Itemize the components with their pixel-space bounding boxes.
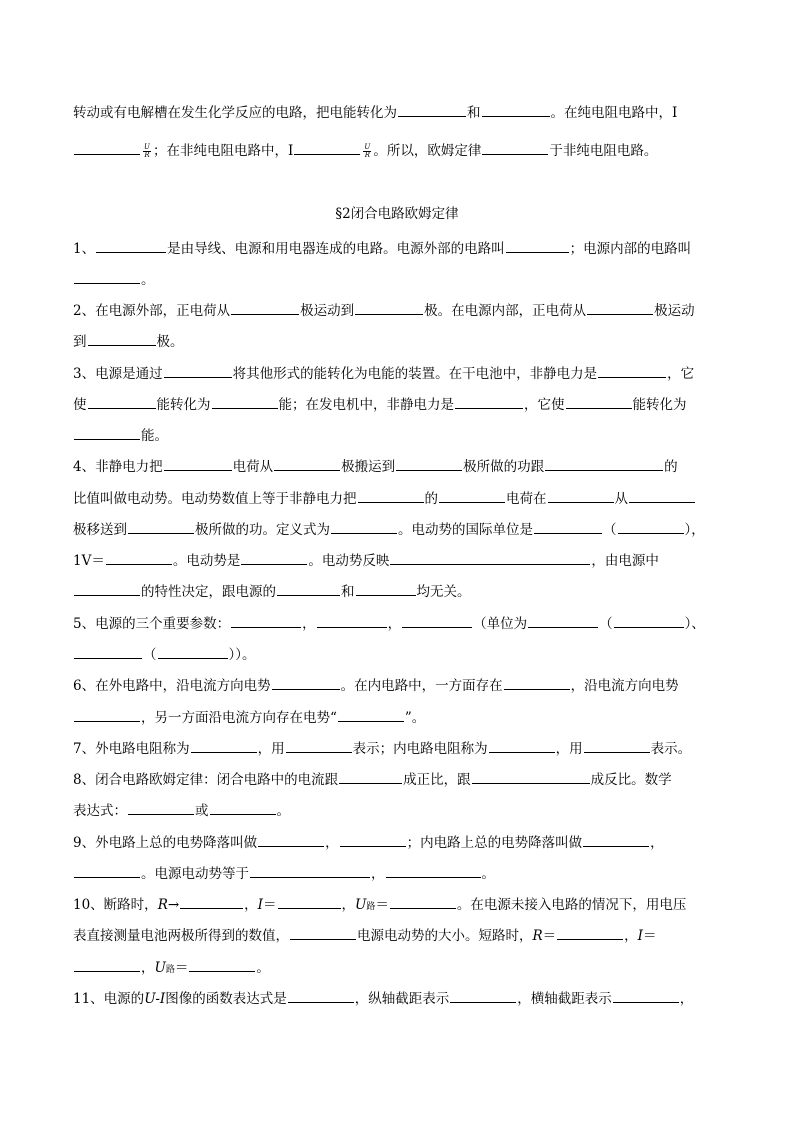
blank — [88, 332, 156, 346]
blank — [74, 645, 142, 659]
text: ， — [371, 866, 385, 882]
blank — [386, 864, 481, 878]
text: 能。 — [141, 428, 168, 444]
intro-line-2 — [73, 141, 657, 160]
blank — [390, 551, 590, 565]
q10-line-2 — [73, 926, 657, 945]
text: （ — [143, 647, 157, 663]
blank — [557, 926, 623, 940]
var-u-i: U-I — [144, 991, 166, 1007]
q9-line-1 — [73, 833, 664, 852]
text: ， — [325, 835, 339, 851]
var-r: R — [157, 897, 168, 913]
fraction-u-over-r — [143, 144, 151, 159]
section-title: §2闭合电路欧姆定律 — [335, 206, 459, 222]
text: ；内电路上总的电势降落叫做 — [406, 835, 583, 851]
text: 能转化为 — [632, 397, 687, 413]
text: 。 — [141, 272, 155, 288]
q10-line-1 — [73, 895, 686, 916]
text: 的 — [424, 491, 438, 507]
text: （ — [599, 616, 613, 632]
text: 成正比，跟 — [403, 772, 471, 788]
text: （ — [603, 522, 617, 538]
text: ）、 — [684, 616, 705, 632]
blank — [189, 958, 255, 972]
blank — [74, 141, 140, 155]
text: 5、电源的三个重要参数： — [73, 616, 231, 632]
text: 极。 — [156, 334, 184, 350]
q5-line-1 — [73, 614, 705, 633]
blank — [455, 395, 523, 409]
text: ＝ — [542, 928, 557, 944]
subscript: 路 — [165, 965, 175, 975]
text: ”。 — [404, 710, 426, 726]
blank — [74, 270, 140, 284]
blank — [439, 489, 505, 503]
text: 。 — [276, 803, 290, 819]
blank — [288, 989, 354, 1003]
q8-line-1 — [73, 770, 672, 789]
text: 电荷在 — [506, 491, 547, 507]
text: 和 — [467, 105, 481, 121]
text: ， — [302, 616, 316, 632]
fraction-u-over-r — [363, 144, 371, 159]
q3-line-2 — [73, 395, 687, 414]
blank — [598, 364, 666, 378]
blank — [472, 770, 590, 784]
denominator: R — [144, 151, 150, 159]
text: 。 — [481, 866, 495, 882]
text: 极。在电源内部，正电荷从 — [424, 303, 587, 319]
text: 。在电源未接入电路的情况下，用电压 — [456, 897, 687, 913]
text: 。电源电动势等于 — [141, 866, 249, 882]
text: ，纵轴截距表示 — [354, 991, 450, 1007]
text: → — [167, 897, 180, 913]
blank — [566, 395, 632, 409]
q1-line-1 — [73, 239, 691, 258]
blank — [340, 833, 406, 847]
blank — [241, 551, 307, 565]
blank — [212, 395, 278, 409]
blank — [128, 520, 194, 534]
text: 极搬运到 — [341, 459, 396, 475]
text: （单位为 — [473, 616, 528, 632]
text: 11、电源的 — [73, 991, 145, 1007]
q6-line-1 — [73, 676, 679, 695]
text: 极运动 — [654, 303, 695, 319]
text: ，用 — [555, 741, 583, 757]
q7-line — [73, 739, 691, 758]
denominator: R — [364, 151, 370, 159]
text: 使 — [73, 397, 87, 413]
text: ，由电源中 — [591, 553, 659, 569]
text: 4、非静电力把 — [73, 459, 163, 475]
numerator: U — [364, 143, 371, 151]
q1-line-2 — [73, 270, 155, 289]
text: 。在内电路中，一方面存在 — [340, 678, 503, 694]
subscript: 路 — [366, 902, 376, 912]
text: 8、闭合电路欧姆定律：闭合电路中的电流跟 — [73, 772, 339, 788]
blank — [482, 103, 550, 117]
text: 均无关。 — [416, 584, 471, 600]
text: 成反比。数学 — [590, 772, 672, 788]
blank — [583, 833, 649, 847]
text: 表示。 — [650, 741, 692, 757]
text: 1V＝ — [73, 553, 105, 569]
text: 的特性决定，跟电源的 — [141, 584, 276, 600]
text: ， — [387, 616, 402, 632]
blank — [506, 239, 569, 253]
text: 7、外电路电阻称为 — [73, 741, 190, 757]
q4-line-2 — [73, 489, 696, 508]
var-i: I — [257, 897, 264, 913]
text: 1、 — [73, 241, 96, 257]
text: ， — [624, 928, 638, 944]
text: ＝ — [375, 897, 389, 913]
blank — [191, 739, 257, 753]
blank — [534, 520, 602, 534]
text: ））。 — [228, 647, 256, 663]
blank — [390, 895, 456, 909]
blank — [258, 833, 324, 847]
blank — [618, 520, 684, 534]
blank — [450, 989, 516, 1003]
blank — [317, 614, 387, 628]
blank — [398, 103, 466, 117]
blank — [545, 457, 663, 471]
blank — [231, 614, 301, 628]
blank — [587, 301, 653, 315]
text: 和 — [341, 584, 355, 600]
blank — [74, 582, 140, 596]
q11-line-1 — [73, 989, 693, 1008]
blank — [548, 489, 614, 503]
blank — [272, 676, 340, 690]
blank — [250, 864, 370, 878]
text: ＝ — [643, 928, 657, 944]
text: 极运动到 — [300, 303, 355, 319]
text: 极所做的功。定义式为 — [195, 522, 330, 538]
blank — [180, 895, 243, 909]
blank — [614, 614, 684, 628]
blank — [278, 895, 341, 909]
text: 转动或有电解槽在发生化学反应的电路，把电能转化为 — [73, 105, 397, 121]
text: ＝ — [174, 960, 189, 976]
text: 电源电动势的大小。短路时， — [357, 928, 533, 944]
text: ， — [650, 835, 664, 851]
text: 于非纯电阻电路。 — [549, 143, 658, 159]
text: ， — [244, 897, 258, 913]
q2-line-1 — [73, 301, 695, 320]
text: ＝ — [263, 897, 277, 913]
text: 是由导线、电源和用电器连成的电路。电源外部的电路叫 — [167, 241, 505, 257]
text: 或 — [195, 803, 209, 819]
blank — [504, 676, 570, 690]
var-r: R — [532, 928, 543, 944]
numerator: U — [144, 143, 150, 151]
blank — [164, 457, 232, 471]
q4-line-5 — [73, 582, 471, 601]
blank — [74, 864, 140, 878]
text: ，另一方面沿电流方向存在电势“ — [141, 710, 337, 726]
text: 表直接测量电池两极所得到的数值， — [73, 928, 289, 944]
text: 6、在外电路中，沿电流方向电势 — [73, 678, 271, 694]
blank — [482, 141, 548, 155]
blank — [210, 801, 276, 815]
text: 极移送到 — [73, 522, 127, 538]
q10-line-3 — [73, 958, 270, 979]
text: ）， — [684, 522, 705, 538]
text: ， — [141, 960, 155, 976]
text: 电荷从 — [232, 459, 274, 475]
blank — [96, 239, 166, 253]
q8-line-2 — [73, 801, 290, 820]
q3-line-1 — [73, 364, 694, 383]
text: ，沿电流方向电势 — [570, 678, 679, 694]
text: ；电源内部的电路叫 — [569, 241, 692, 257]
blank — [338, 708, 404, 722]
blank — [74, 426, 140, 440]
blank — [164, 364, 232, 378]
blank — [355, 301, 423, 315]
blank — [74, 958, 140, 972]
blank — [286, 739, 352, 753]
blank — [489, 739, 555, 753]
blank — [629, 489, 695, 503]
text: 图像的函数表达式是 — [165, 991, 287, 1007]
text: ；在非纯电阻电路中，I — [153, 143, 294, 159]
q9-line-2 — [73, 864, 495, 883]
text: 。电动势是 — [172, 553, 241, 569]
blank — [356, 582, 416, 596]
var-u: U — [355, 897, 367, 913]
text: ， — [679, 991, 694, 1007]
q4-line-1 — [73, 457, 678, 476]
q4-line-3 — [73, 520, 705, 539]
text: 的 — [664, 459, 678, 475]
var-u: U — [154, 960, 166, 976]
var-i: I — [637, 928, 644, 944]
text: 。在纯电阻电路中，I — [550, 105, 678, 121]
blank — [277, 582, 340, 596]
blank — [613, 989, 679, 1003]
q6-line-2 — [73, 708, 425, 727]
text: 9、外电路上总的电势降落叫做 — [73, 835, 258, 851]
blank — [528, 614, 598, 628]
blank — [128, 801, 194, 815]
text: 到 — [73, 334, 87, 350]
blank — [396, 457, 462, 471]
blank — [339, 770, 402, 784]
blank — [584, 739, 650, 753]
blank — [158, 645, 228, 659]
q5-line-2 — [73, 645, 256, 664]
text: ，它 — [667, 366, 695, 382]
blank — [294, 141, 360, 155]
text: 能转化为 — [156, 397, 211, 413]
text: 表达式： — [73, 803, 127, 819]
blank — [402, 614, 472, 628]
text: ， — [341, 897, 356, 913]
text: ，它使 — [524, 397, 565, 413]
blank — [88, 395, 156, 409]
q3-line-3 — [73, 426, 168, 445]
blank — [106, 551, 172, 565]
blank — [74, 708, 140, 722]
intro-line-1 — [73, 103, 677, 122]
text: 。所以，欧姆定律 — [373, 143, 482, 159]
text: 。电动势反映 — [308, 553, 390, 569]
text: ，用 — [257, 741, 285, 757]
blank — [331, 520, 397, 534]
text: 从 — [614, 491, 628, 507]
text: 10、断路时， — [73, 897, 158, 913]
text: 2、在电源外部，正电荷从 — [73, 303, 231, 319]
text: 能；在发电机中，非静电力是 — [278, 397, 454, 413]
text: 将其他形式的能转化为电能的装置。在干电池中，非静电力是 — [232, 366, 598, 382]
text: ，横轴截距表示 — [517, 991, 612, 1007]
blank — [274, 457, 340, 471]
text: 比值叫做电动势。电动势数值上等于非静电力把 — [73, 491, 357, 507]
blank — [290, 926, 356, 940]
text: 表示；内电路电阻称为 — [352, 741, 488, 757]
blank — [358, 489, 424, 503]
q2-line-2 — [73, 332, 184, 351]
text: 3、电源是通过 — [73, 366, 163, 382]
text: 极所做的功跟 — [463, 459, 545, 475]
text: 。 — [256, 960, 270, 976]
text: 。电动势的国际单位是 — [398, 522, 533, 538]
q4-line-4 — [73, 551, 659, 570]
blank — [231, 301, 299, 315]
